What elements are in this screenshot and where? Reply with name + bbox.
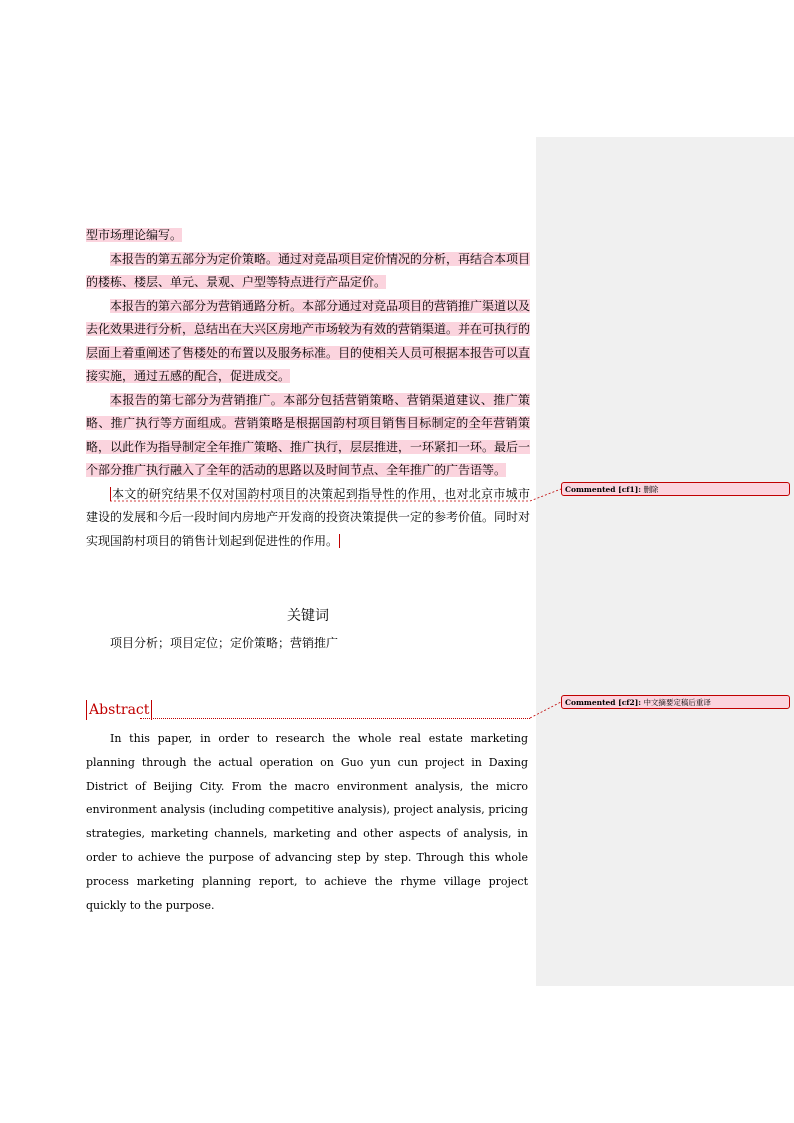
comment-balloon-2[interactable] xyxy=(561,695,790,709)
comment-1-text: 删除 xyxy=(643,485,659,494)
comment-balloon-1[interactable] xyxy=(561,482,790,496)
comment-1-label: Commented [cf1]: xyxy=(565,485,642,494)
keywords-line: 项目分析；项目定位；定价策略；营销推广 xyxy=(110,636,339,650)
paragraph-part5[interactable]: 本报告的第五部分为定价策略。通过对竞品项目定价情况的分析，再结合本项目的楼栋、楼层、单元、景观、户型等特点进行产品定价。 xyxy=(86,251,531,289)
abstract-paragraph[interactable]: In this paper, in order to research the whole real estate marketing planning through the actual operation on Guo yun cun project in Daxing District of Beijing City. From the macro environment analysis, the micro environment analysis (including competitive analysis), project analysis, pricing strategies, marketing channels, marketing and other aspects of analysis, in order to achieve the purpose of advancing step by step. Through this whole process marketing planning report, to achieve the rhyme village project quickly to the purpose. xyxy=(86,732,528,912)
paragraph-part6[interactable]: 本报告的第六部分为营销通路分析。本部分通过对竞品项目的营销推广渠道以及去化效果进行分析，总结出在大兴区房地产市场较为有效的营销渠道。并在可执行的层面上着重阐述了售楼处的布置以及服务标准。目的使相关人员可根据本报告可以直接实施，通过五感的配合，促进成交。 xyxy=(86,298,531,383)
abstract-heading[interactable]: Abstract xyxy=(86,700,152,720)
inserted-text-marker[interactable]: 本文的研究结果不仅对国韵村项目的决策起到指导性的作用，也对北京市城市建设的发展和今后一段时间内房地产开发商的投资决策提供一定的参考价值。同时对实现国韵村项目的销售计划起到促进性的作用。 xyxy=(86,486,531,548)
keywords-heading: 关键词 xyxy=(287,608,329,624)
comment-2-text: 中文摘要定稿后重译 xyxy=(643,698,711,707)
comment-2-label: Commented [cf2]: xyxy=(565,698,642,707)
comment-2-connector xyxy=(530,702,561,718)
comment-1-connector xyxy=(110,489,561,501)
paragraph-part7[interactable]: 本报告的第七部分为营销推广。本部分包括营销策略、营销渠道建议、推广策略、推广执行等方面组成。营销策略是根据国韵村项目销售目标制定的全年营销策略，以此作为指导制定全年推广策略、推广执行，层层推进，一环紧扣一环。最后一个部分推广执行融入了全年的活动的思路以及时间节点、全年推广的广告语等。 xyxy=(86,392,531,477)
paragraph-intro-tail[interactable]: 型市场理论编写。 xyxy=(86,228,183,242)
